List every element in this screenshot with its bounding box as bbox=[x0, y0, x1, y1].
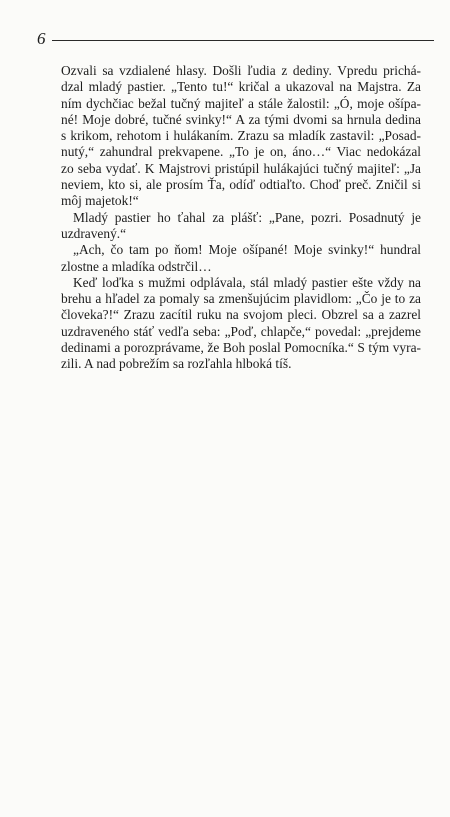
text-line: dedinami a porozprávame, že Boh poslal Pomocníka.“ S tým vyra- bbox=[61, 340, 421, 356]
text-line: zlostne a mladíka odstrčil… bbox=[61, 258, 212, 274]
text-line: Mladý pastier ho ťahal za plášť: „Pane, pozri. Posadnutý je bbox=[73, 209, 421, 225]
text-line: zili. A nad pobrežím sa rozľahla hlboká tíš. bbox=[61, 356, 292, 372]
text-line: dzal mladý pastier. „Tento tu!“ kričal a ukazoval na Majstra. Za bbox=[61, 79, 421, 95]
text-line: uzdraveného stáť vedľa seba: „Poď, chlapče,“ povedal: „prejdeme bbox=[61, 323, 421, 339]
body-text bbox=[61, 63, 421, 373]
page-number: 6 bbox=[37, 29, 46, 48]
text-line: „Ach, čo tam po ňom! Moje ošípané! Moje svinky!“ hundral bbox=[73, 242, 421, 258]
text-line: Ozvali sa vzdialené hlasy. Došli ľudia z dediny. Vpredu prichá- bbox=[61, 63, 421, 78]
text-line: s krikom, rehotom i hulákaním. Zrazu sa mladík zastavil: „Posad- bbox=[61, 128, 421, 144]
text-line: nutý,“ zahundral prekvapene. „To je on, áno…“ Viac nedokázal bbox=[61, 144, 421, 160]
text-line: ním dychčiac bežal tučný majiteľ a stále žalostil: „Ó, moje ošípa- bbox=[61, 95, 421, 111]
text-line: môj majetok!“ bbox=[61, 193, 139, 209]
paragraph bbox=[61, 242, 421, 275]
text-line: človeka?!“ Zrazu zacítil ruku na svojom pleci. Obzrel sa a zazrel bbox=[61, 307, 421, 323]
text-line: neviem, kto si, ale prosím Ťa, odíď odtiaľto. Choď preč. Zničil si bbox=[61, 177, 421, 193]
text-line: zo seba vydať. K Majstrovi pristúpil hulákajúci tučný majiteľ: „Ja bbox=[61, 160, 421, 176]
paragraph bbox=[61, 275, 421, 373]
text-line: Keď loďka s mužmi odplávala, stál mladý pastier ešte vždy na bbox=[73, 274, 421, 290]
header-rule bbox=[52, 40, 434, 41]
text-line: né! Moje dobré, tučné svinky!“ A za tými dvomi sa hrnula dedina bbox=[61, 111, 421, 127]
paragraph bbox=[61, 63, 421, 210]
text-line: brehu a hľadel za pomaly sa zmenšujúcim plavidlom: „Čo je to za bbox=[61, 291, 421, 307]
paragraph bbox=[61, 210, 421, 243]
text-line: uzdravený.“ bbox=[61, 225, 127, 241]
